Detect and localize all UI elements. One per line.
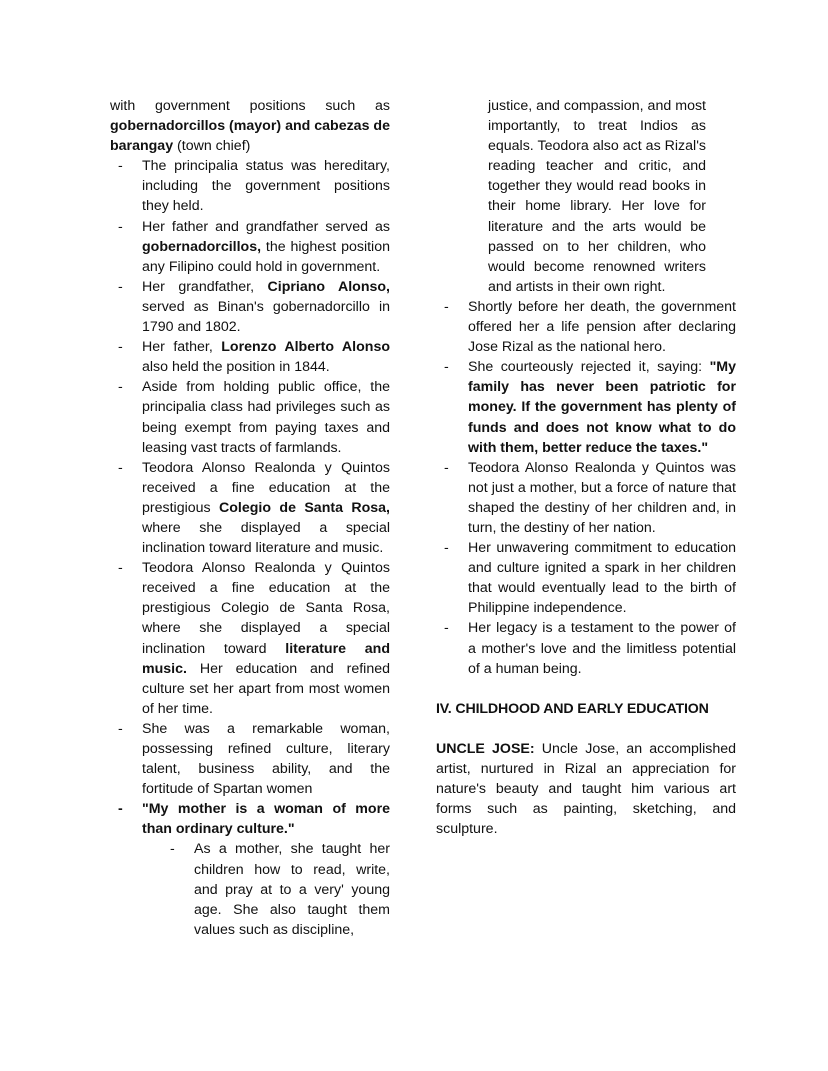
bullet-dash-icon: - xyxy=(118,459,123,476)
list-item-text: Teodora Alonso Realonda y Quintos received a fine education at the prestigious Colegio de Santa Rosa, where she displayed a special inclination toward literature and music. xyxy=(142,459,390,557)
bullet-dash-icon: - xyxy=(444,298,449,315)
list-item-text: Her legacy is a testament to the power of a mother's love and the limitless potential of a human being. xyxy=(468,620,736,677)
list-item xyxy=(110,458,390,558)
section-heading: IV. CHILDHOOD AND EARLY EDUCATION xyxy=(436,700,709,717)
sub-list-item xyxy=(162,839,390,939)
list-item-text: Her unwavering commitment to education and culture ignited a spark in her children that would eventually lead to the birth of Philippine independence. xyxy=(468,540,736,617)
list-item-text: Her grandfather, Cipriano Alonso, served as Binan's gobernadorcillo in 1790 and 1802. xyxy=(142,278,390,336)
list-item-text: "My mother is a woman of more than ordinary culture." xyxy=(142,801,390,838)
list-item xyxy=(110,217,390,277)
list-item xyxy=(110,558,390,719)
right-column xyxy=(436,96,736,839)
bullet-dash-icon: - xyxy=(118,801,123,818)
list-item-rejection-quote xyxy=(436,357,736,457)
bullet-dash-icon: - xyxy=(118,379,123,396)
list-item xyxy=(110,719,390,799)
list-item-text: Teodora Alonso Realonda y Quintos received a fine education at the prestigious Colegio de Santa Rosa, where she displayed a special inclination toward literature and music. Her education and refined culture set her apart from most women of her time. xyxy=(142,560,390,717)
list-item-text: She was a remarkable woman, possessing refined culture, literary talent, business ability, and the fortitude of Spartan women xyxy=(142,720,390,798)
bullet-dash-icon: - xyxy=(444,620,449,637)
list-item xyxy=(436,458,736,538)
uncle-jose-paragraph: UNCLE JOSE: Uncle Jose, an accomplished artist, nurtured in Rizal an appreciation for nature's beauty and taught him various art forms such as painting, sketching, and sculpture. xyxy=(436,740,737,838)
two-column-layout xyxy=(110,96,744,940)
list-item-text: She courteously rejected it, saying: "My family has never been patriotic for money. If the government has plenty of funds and does not know what to do with them, better reduce the taxes." xyxy=(468,359,736,456)
left-sub-bullet-list xyxy=(110,839,390,939)
left-column xyxy=(110,96,390,940)
list-item-text: Shortly before her death, the government offered her a life pension after declaring Jose Rizal as the national hero. xyxy=(468,298,736,356)
list-item xyxy=(110,156,390,216)
sub-list-item-text: As a mother, she taught her children how to read, write, and pray at to a very' young age. She also taught them values such as discipline, xyxy=(194,841,390,938)
right-bullet-list xyxy=(436,297,736,679)
bullet-dash-icon: - xyxy=(118,560,123,577)
list-item-text: Her father, Lorenzo Alberto Alonso also held the position in 1844. xyxy=(142,339,391,376)
list-item xyxy=(110,277,390,337)
bullet-dash-icon: - xyxy=(118,339,123,356)
list-item xyxy=(110,377,390,457)
left-bullet-list xyxy=(110,156,390,839)
bullet-dash-icon: - xyxy=(118,158,123,175)
bullet-dash-icon: - xyxy=(444,540,449,557)
bullet-dash-icon: - xyxy=(118,218,123,235)
list-item-quote xyxy=(110,799,390,839)
bullet-dash-icon: - xyxy=(118,720,123,737)
list-item xyxy=(436,538,736,618)
heading-spacer xyxy=(436,679,736,699)
bullet-dash-icon: - xyxy=(170,841,175,858)
bullet-dash-icon: - xyxy=(444,359,449,376)
list-item-text: Teodora Alonso Realonda y Quintos was not just a mother, but a force of nature that shaped the destiny of her children and, in turn, the destiny of her nation. xyxy=(468,459,736,536)
list-item xyxy=(110,337,390,377)
left-opening-paragraph: with government positions such as gobernadorcillos (mayor) and cabezas de barangay (town chief) xyxy=(110,98,390,155)
list-item xyxy=(436,297,736,357)
list-item xyxy=(436,618,736,678)
bullet-dash-icon: - xyxy=(118,278,123,295)
bullet-dash-icon: - xyxy=(444,459,449,476)
right-continuation-paragraph: justice, and compassion, and most importantly, to treat Indios as equals. Teodora also act as Rizal's reading teacher and critic, and together they would read books in their home library. Her love for literature and the arts would be passed on to her children, who would become renowned writers and artists in their own right. xyxy=(488,98,706,295)
list-item-text: The principalia status was hereditary, including the government positions they held. xyxy=(142,158,390,215)
list-item-text: Her father and grandfather served as gobernadorcillos, the highest position any Filipino could hold in government. xyxy=(142,218,390,275)
list-item-text: Aside from holding public office, the principalia class had privileges such as being exempt from paying taxes and leasing vast tracts of farmlands. xyxy=(142,379,390,456)
body-spacer xyxy=(436,719,736,739)
